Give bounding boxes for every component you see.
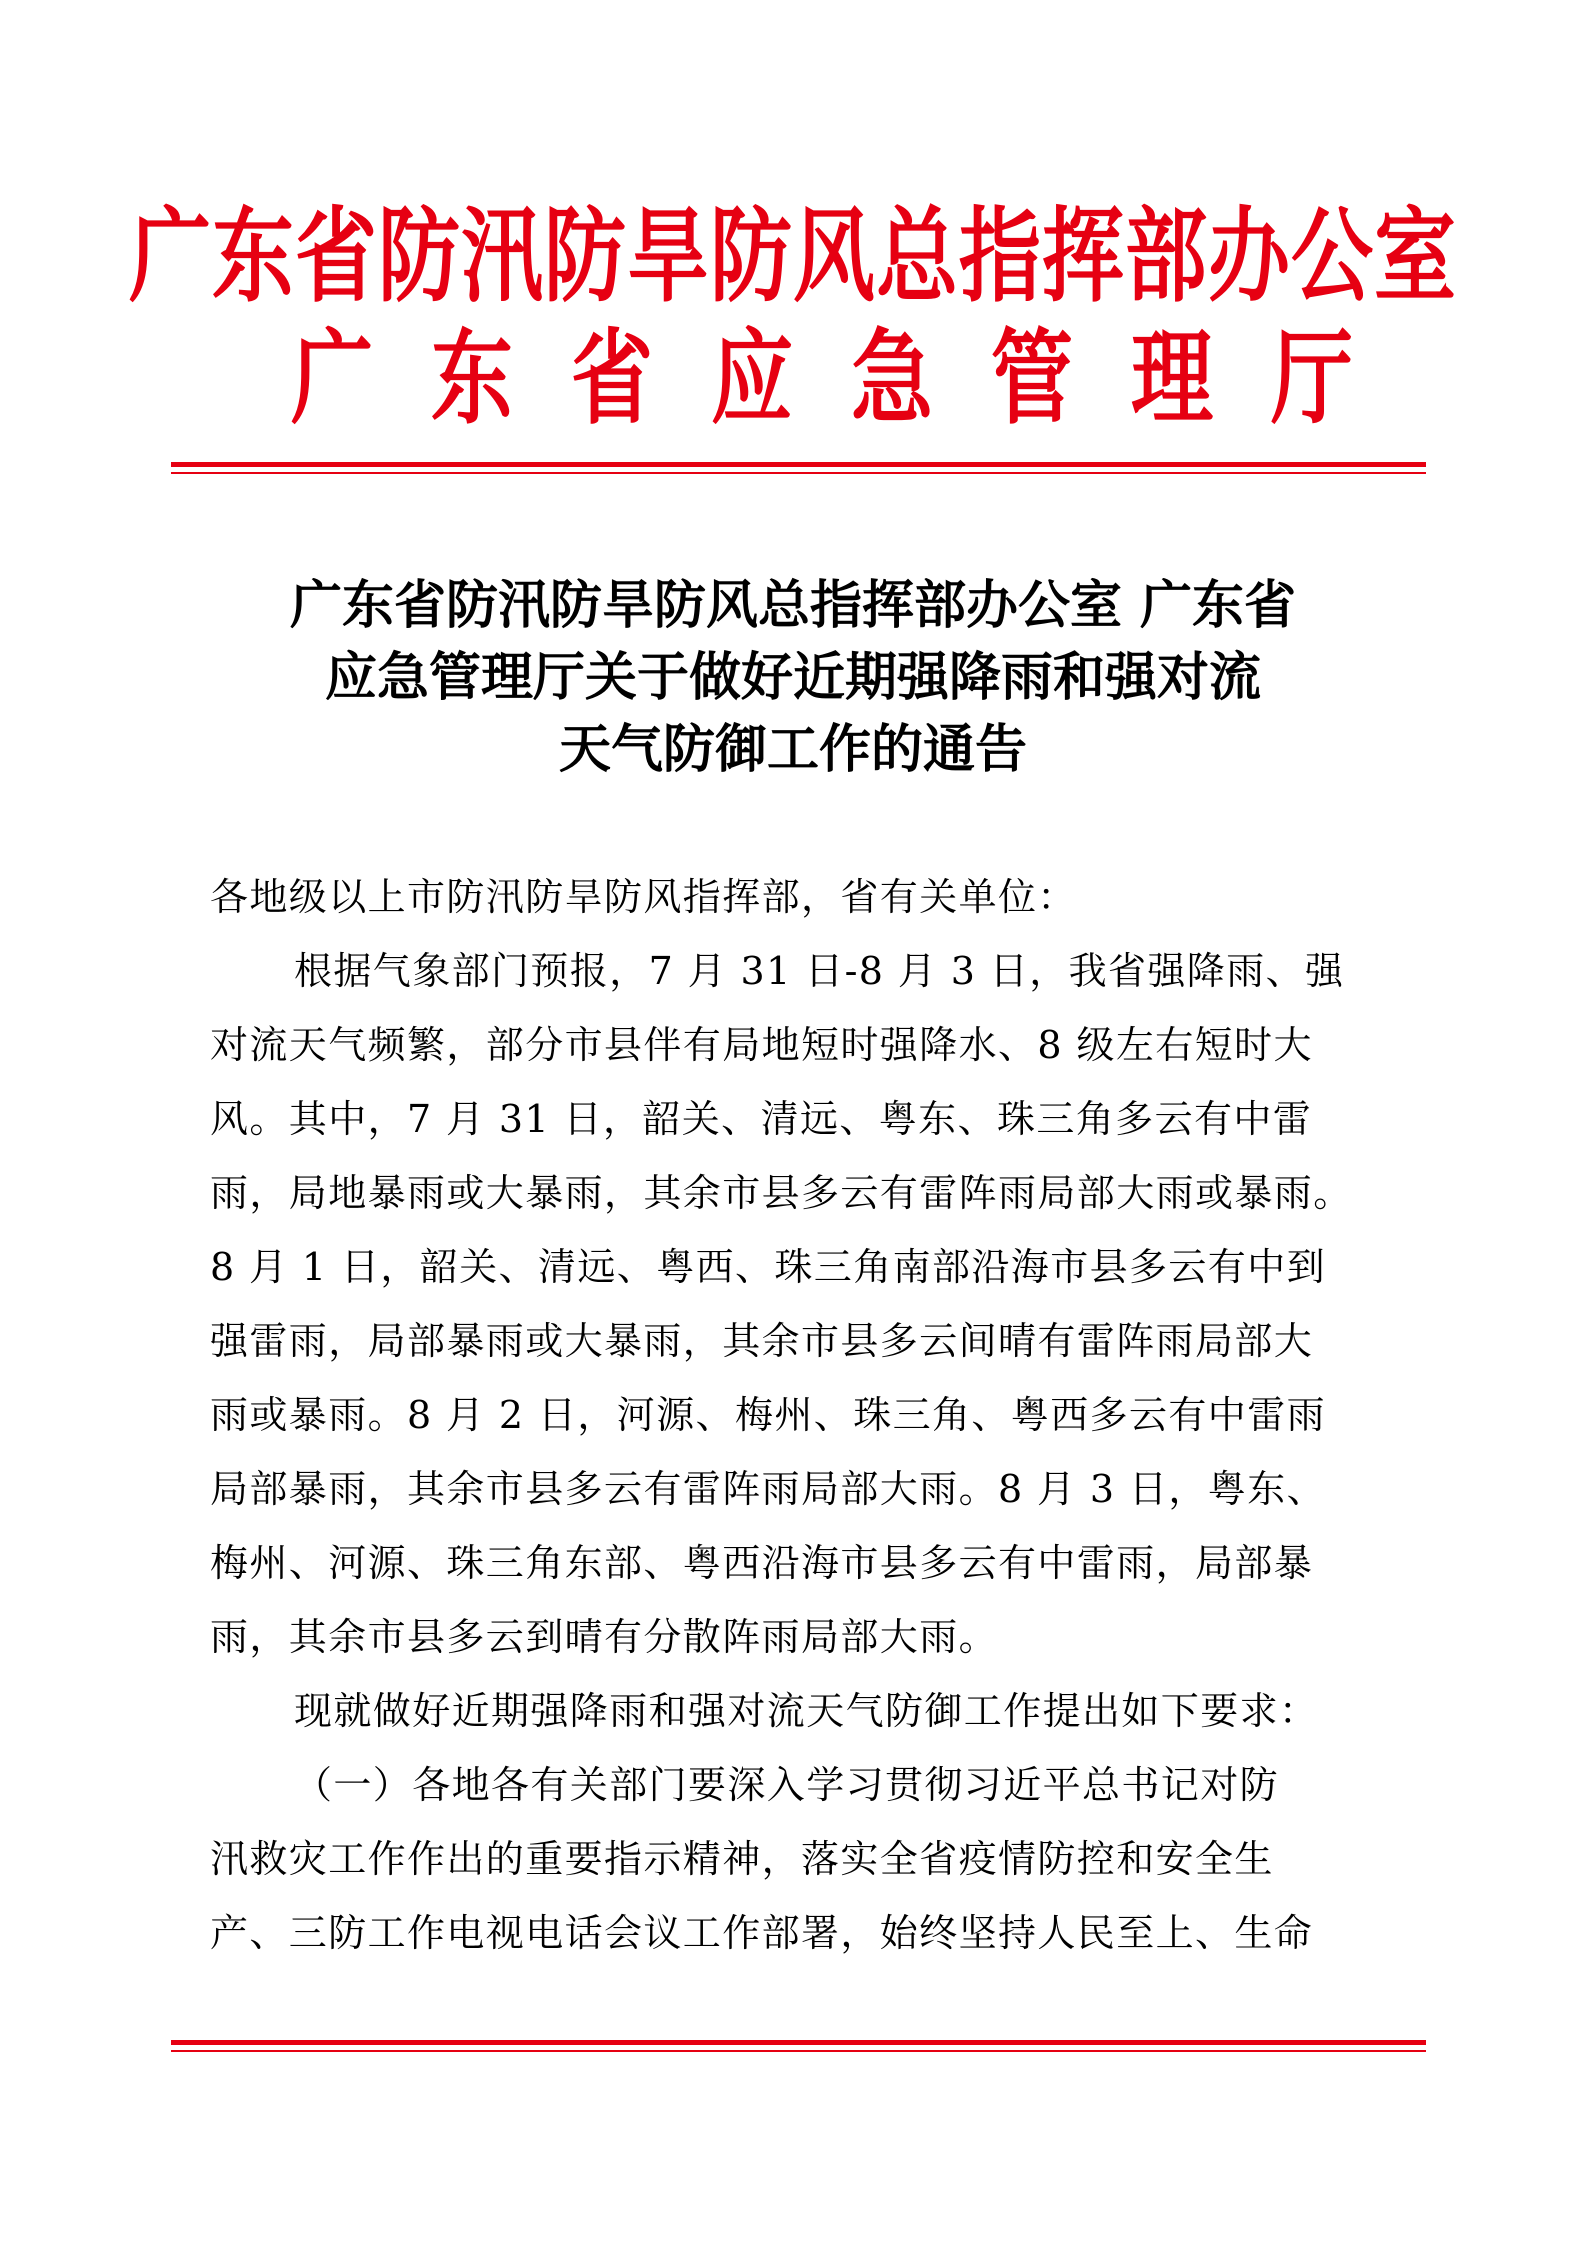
letterhead-line-1: 广东省防汛防旱防风总指挥部办公室 [128,196,1457,317]
doc-title-line-1: 广东省防汛防旱防风总指挥部办公室 广东省 [289,575,1297,636]
bottom-rule-thick [171,2040,1426,2045]
doc-title-line-3: 天气防御工作的通告 [558,719,1027,780]
body-line: 现就做好近期强降雨和强对流天气防御工作提出如下要求： [294,1689,1319,1733]
bottom-rule-thin [171,2050,1426,2052]
body-line: 雨，其余市县多云到晴有分散阵雨局部大雨。 [210,1615,999,1659]
body-line: 雨或暴雨。8 月 2 日，河源、梅州、珠三角、粤西多云有中雷雨 [210,1393,1326,1437]
body-line: 8 月 1 日，韶关、清远、粤西、珠三角南部沿海市县多云有中到 [210,1245,1326,1289]
top-rule-thick [171,462,1426,467]
body-line: 根据气象部门预报，7 月 31 日-8 月 3 日，我省强降雨、强 [294,949,1345,993]
body-line: 汛救灾工作作出的重要指示精神，落实全省疫情防控和安全生 [210,1837,1274,1881]
salutation: 各地级以上市防汛防旱防风指挥部，省有关单位： [210,875,1077,919]
doc-title-line-2: 应急管理厅关于做好近期强降雨和强对流 [324,647,1261,708]
body-line: 梅州、河源、珠三角东部、粤西沿海市县多云有中雷雨，局部暴 [210,1541,1314,1585]
body-line: （一）各地各有关部门要深入学习贯彻习近平总书记对防 [294,1763,1280,1807]
letterhead-line-2: 广东省应急管理厅 [290,318,1411,439]
body-line: 产、三防工作电视电话会议工作部署，始终坚持人民至上、生命 [210,1911,1314,1955]
body-line: 雨，局地暴雨或大暴雨，其余市县多云有雷阵雨局部大雨或暴雨。 [210,1171,1353,1215]
body-line: 对流天气频繁，部分市县伴有局地短时强降水、8 级左右短时大 [210,1023,1313,1067]
top-rule-thin [171,472,1426,474]
body-line: 强雷雨，局部暴雨或大暴雨，其余市县多云间晴有雷阵雨局部大 [210,1319,1314,1363]
body-line: 局部暴雨，其余市县多云有雷阵雨局部大雨。8 月 3 日，粤东、 [210,1467,1326,1511]
body-line: 风。其中，7 月 31 日，韶关、清远、粤东、珠三角多云有中雷 [210,1097,1313,1141]
